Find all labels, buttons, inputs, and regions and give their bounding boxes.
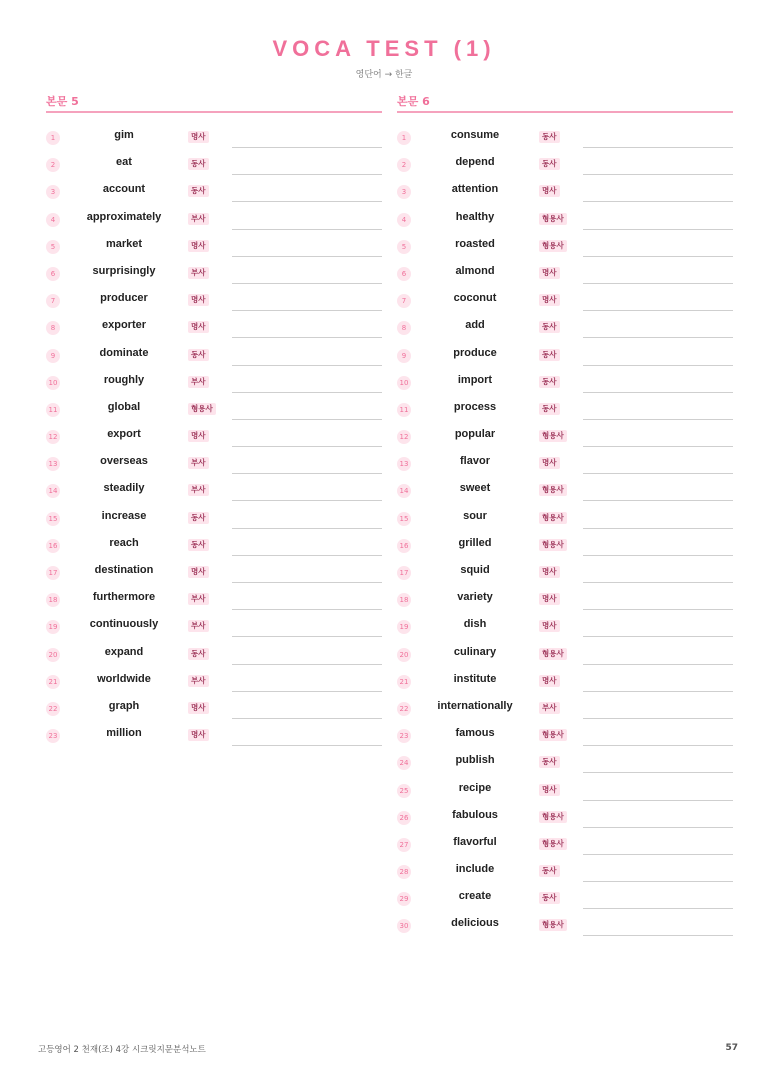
word-row: [46, 426, 382, 453]
part-of-speech-badge: 명사: [539, 566, 560, 578]
word-row: [397, 888, 733, 915]
answer-line: [232, 528, 382, 529]
answer-line: [583, 392, 733, 393]
word-row: [397, 535, 733, 562]
word-row: [397, 345, 733, 372]
word-row: [46, 698, 382, 725]
item-number: 1: [397, 131, 411, 145]
part-of-speech-badge: 명사: [188, 240, 209, 252]
english-word: reach: [109, 536, 139, 549]
english-word: account: [102, 183, 146, 196]
word-row: [397, 209, 733, 236]
word-row: [397, 861, 733, 888]
item-number: 17: [46, 566, 60, 580]
answer-line: [583, 582, 733, 583]
word-row: [397, 426, 733, 453]
english-word: attention: [451, 183, 499, 196]
answer-line: [232, 174, 382, 175]
item-number: 3: [397, 185, 411, 199]
english-word: add: [465, 319, 485, 332]
part-of-speech-badge: 동사: [539, 892, 560, 904]
part-of-speech-badge: 동사: [188, 185, 209, 197]
english-word: roughly: [103, 373, 145, 386]
answer-line: [583, 664, 733, 665]
item-number: 6: [397, 267, 411, 281]
item-number: 11: [397, 403, 411, 417]
item-number: 15: [46, 512, 60, 526]
answer-line: [232, 500, 382, 501]
word-row: [397, 508, 733, 535]
answer-line: [583, 174, 733, 175]
part-of-speech-badge: 명사: [188, 566, 209, 578]
answer-line: [583, 446, 733, 447]
section-title: 본문 6: [397, 90, 733, 113]
part-of-speech-badge: 명사: [539, 593, 560, 605]
word-row: [397, 399, 733, 426]
page-subtitle: 영단어 → 한글: [355, 70, 413, 80]
item-number: 1: [46, 131, 60, 145]
item-number: 7: [397, 294, 411, 308]
item-number: 11: [46, 403, 60, 417]
answer-line: [583, 229, 733, 230]
answer-line: [583, 609, 733, 610]
part-of-speech-badge: 동사: [539, 158, 560, 170]
answer-line: [232, 446, 382, 447]
english-word: gim: [114, 129, 134, 141]
answer-line: [583, 147, 733, 148]
english-word: million: [106, 727, 142, 740]
item-number: 16: [397, 539, 411, 553]
word-row: [46, 453, 382, 480]
page-number: 57: [725, 1043, 738, 1053]
part-of-speech-badge: 형용사: [539, 838, 567, 850]
item-number: 12: [46, 430, 60, 444]
answer-line: [232, 392, 382, 393]
word-row: [46, 644, 382, 671]
item-number: 10: [46, 376, 60, 390]
answer-line: [583, 528, 733, 529]
part-of-speech-badge: 형용사: [539, 484, 567, 496]
answer-line: [583, 419, 733, 420]
word-row: [46, 263, 382, 290]
part-of-speech-badge: 동사: [188, 648, 209, 660]
word-row: [46, 399, 382, 426]
item-number: 27: [397, 838, 411, 852]
item-number: 16: [46, 539, 60, 553]
word-row: [397, 616, 733, 643]
part-of-speech-badge: 형용사: [539, 213, 567, 225]
answer-line: [232, 365, 382, 366]
part-of-speech-badge: 부사: [188, 675, 209, 687]
item-number: 18: [397, 593, 411, 607]
answer-line: [232, 201, 382, 202]
english-word: market: [105, 237, 143, 250]
english-word: dominate: [99, 346, 149, 359]
answer-line: [232, 664, 382, 665]
word-row: [46, 154, 382, 181]
english-word: popular: [454, 428, 496, 441]
footer-book-title: 고등영어 2 천재(조) 4강 시크릿지문분석노트: [38, 1045, 206, 1055]
item-number: 10: [397, 376, 411, 390]
word-row: [46, 345, 382, 372]
part-of-speech-badge: 형용사: [188, 403, 216, 415]
item-number: 29: [397, 892, 411, 906]
english-word: consume: [450, 129, 500, 141]
answer-line: [232, 636, 382, 637]
item-number: 23: [46, 729, 60, 743]
answer-line: [583, 337, 733, 338]
word-row: [397, 807, 733, 834]
answer-line: [583, 854, 733, 855]
word-list: [397, 127, 733, 943]
item-number: 22: [46, 702, 60, 716]
answer-line: [232, 419, 382, 420]
item-number: 26: [397, 811, 411, 825]
english-word: almond: [455, 264, 495, 277]
word-row: [46, 290, 382, 317]
word-row: [397, 181, 733, 208]
answer-line: [583, 827, 733, 828]
part-of-speech-badge: 동사: [188, 512, 209, 524]
part-of-speech-badge: 형용사: [539, 648, 567, 660]
english-word: produce: [453, 346, 497, 359]
english-word: sweet: [459, 482, 491, 495]
english-word: graph: [108, 699, 140, 712]
english-word: approximately: [86, 210, 162, 223]
item-number: 7: [46, 294, 60, 308]
item-number: 19: [46, 620, 60, 634]
part-of-speech-badge: 형용사: [539, 539, 567, 551]
english-word: institute: [453, 672, 497, 685]
part-of-speech-badge: 형용사: [539, 919, 567, 931]
answer-line: [583, 256, 733, 257]
english-word: publish: [455, 754, 495, 767]
part-of-speech-badge: 부사: [188, 620, 209, 632]
english-word: export: [107, 428, 141, 441]
item-number: 2: [46, 158, 60, 172]
part-of-speech-badge: 명사: [188, 702, 209, 714]
item-number: 25: [397, 784, 411, 798]
word-row: [397, 263, 733, 290]
word-row: [46, 589, 382, 616]
word-list: [46, 127, 382, 752]
english-word: global: [107, 400, 141, 413]
word-row: [397, 290, 733, 317]
part-of-speech-badge: 명사: [188, 729, 209, 741]
answer-line: [232, 229, 382, 230]
part-of-speech-badge: 부사: [188, 213, 209, 225]
word-row: [397, 317, 733, 344]
answer-line: [583, 201, 733, 202]
part-of-speech-badge: 명사: [539, 784, 560, 796]
word-row: [46, 508, 382, 535]
english-word: depend: [455, 156, 495, 169]
word-row: [46, 725, 382, 752]
item-number: 21: [397, 675, 411, 689]
item-number: 12: [397, 430, 411, 444]
word-row: [397, 725, 733, 752]
answer-line: [583, 800, 733, 801]
part-of-speech-badge: 명사: [539, 185, 560, 197]
word-row: [397, 589, 733, 616]
part-of-speech-badge: 부사: [188, 376, 209, 388]
item-number: 28: [397, 865, 411, 879]
english-word: furthermore: [92, 591, 156, 604]
part-of-speech-badge: 동사: [539, 403, 560, 415]
english-word: create: [458, 890, 492, 903]
item-number: 5: [397, 240, 411, 254]
item-number: 23: [397, 729, 411, 743]
english-word: destination: [94, 564, 154, 576]
answer-line: [232, 147, 382, 148]
english-word: increase: [101, 509, 147, 522]
answer-line: [583, 555, 733, 556]
part-of-speech-badge: 명사: [539, 267, 560, 279]
part-of-speech-badge: 형용사: [539, 512, 567, 524]
item-number: 19: [397, 620, 411, 634]
answer-line: [583, 881, 733, 882]
item-number: 15: [397, 512, 411, 526]
answer-line: [583, 310, 733, 311]
part-of-speech-badge: 부사: [188, 484, 209, 496]
item-number: 9: [46, 349, 60, 363]
part-of-speech-badge: 동사: [539, 321, 560, 333]
english-word: import: [457, 373, 493, 386]
word-row: [397, 915, 733, 942]
word-row: [46, 209, 382, 236]
part-of-speech-badge: 부사: [188, 267, 209, 279]
english-word: squid: [460, 564, 490, 576]
answer-line: [232, 555, 382, 556]
english-word: eat: [116, 156, 132, 169]
part-of-speech-badge: 동사: [188, 539, 209, 551]
answer-line: [583, 718, 733, 719]
answer-line: [583, 691, 733, 692]
item-number: 20: [397, 648, 411, 662]
word-row: [46, 317, 382, 344]
word-row: [46, 372, 382, 399]
english-word: dish: [463, 618, 487, 631]
item-number: 17: [397, 566, 411, 580]
english-word: steadily: [103, 482, 145, 495]
english-word: fabulous: [452, 808, 498, 821]
part-of-speech-badge: 동사: [188, 158, 209, 170]
english-word: surprisingly: [92, 264, 156, 277]
item-number: 18: [46, 593, 60, 607]
part-of-speech-badge: 명사: [188, 294, 209, 306]
word-row: [397, 372, 733, 399]
part-of-speech-badge: 형용사: [539, 729, 567, 741]
word-row: [397, 453, 733, 480]
answer-line: [232, 745, 382, 746]
part-of-speech-badge: 형용사: [539, 430, 567, 442]
part-of-speech-badge: 명사: [188, 131, 209, 143]
item-number: 14: [397, 484, 411, 498]
english-word: process: [453, 400, 497, 413]
answer-line: [232, 256, 382, 257]
word-row: [46, 671, 382, 698]
part-of-speech-badge: 명사: [188, 430, 209, 442]
english-word: worldwide: [97, 672, 151, 685]
english-word: variety: [457, 591, 493, 604]
section-6: [397, 90, 733, 943]
part-of-speech-badge: 동사: [539, 131, 560, 143]
part-of-speech-badge: 명사: [539, 294, 560, 306]
part-of-speech-badge: 명사: [539, 457, 560, 469]
word-row: [46, 616, 382, 643]
part-of-speech-badge: 부사: [188, 593, 209, 605]
answer-line: [232, 310, 382, 311]
word-row: [397, 698, 733, 725]
item-number: 13: [46, 457, 60, 471]
page-title: VOCA TEST (1): [272, 36, 496, 61]
word-row: [397, 236, 733, 263]
word-row: [397, 834, 733, 861]
english-word: healthy: [455, 210, 495, 223]
word-row: [46, 480, 382, 507]
word-row: [46, 562, 382, 589]
english-word: include: [455, 863, 495, 876]
word-row: [397, 480, 733, 507]
item-number: 3: [46, 185, 60, 199]
word-row: [46, 127, 382, 154]
word-row: [397, 752, 733, 779]
answer-line: [583, 745, 733, 746]
word-row: [397, 562, 733, 589]
part-of-speech-badge: 명사: [539, 620, 560, 632]
answer-line: [583, 500, 733, 501]
english-word: producer: [100, 292, 148, 305]
english-word: culinary: [453, 645, 497, 658]
word-row: [397, 780, 733, 807]
answer-line: [232, 718, 382, 719]
part-of-speech-badge: 동사: [539, 865, 560, 877]
answer-line: [583, 473, 733, 474]
english-word: internationally: [437, 699, 513, 712]
english-word: flavorful: [453, 835, 497, 848]
part-of-speech-badge: 동사: [539, 349, 560, 361]
answer-line: [583, 935, 733, 936]
item-number: 14: [46, 484, 60, 498]
english-word: sour: [463, 509, 487, 522]
item-number: 8: [46, 321, 60, 335]
part-of-speech-badge: 형용사: [539, 811, 567, 823]
word-row: [397, 644, 733, 671]
item-number: 8: [397, 321, 411, 335]
part-of-speech-badge: 명사: [188, 321, 209, 333]
english-word: overseas: [100, 455, 148, 468]
item-number: 4: [397, 213, 411, 227]
english-word: grilled: [458, 536, 492, 549]
answer-line: [583, 772, 733, 773]
answer-line: [583, 636, 733, 637]
answer-line: [583, 365, 733, 366]
section-5: [46, 90, 382, 752]
item-number: 5: [46, 240, 60, 254]
answer-line: [232, 473, 382, 474]
part-of-speech-badge: 동사: [539, 376, 560, 388]
english-word: expand: [104, 645, 144, 658]
item-number: 30: [397, 919, 411, 933]
item-number: 4: [46, 213, 60, 227]
answer-line: [232, 582, 382, 583]
item-number: 6: [46, 267, 60, 281]
word-row: [397, 671, 733, 698]
item-number: 21: [46, 675, 60, 689]
answer-line: [232, 691, 382, 692]
word-row: [46, 535, 382, 562]
item-number: 2: [397, 158, 411, 172]
item-number: 22: [397, 702, 411, 716]
part-of-speech-badge: 부사: [539, 702, 560, 714]
item-number: 20: [46, 648, 60, 662]
english-word: continuously: [89, 618, 159, 631]
part-of-speech-badge: 동사: [539, 756, 560, 768]
english-word: roasted: [455, 237, 495, 250]
english-word: delicious: [451, 917, 499, 930]
word-row: [397, 154, 733, 181]
word-row: [397, 127, 733, 154]
english-word: flavor: [460, 455, 490, 468]
english-word: exporter: [101, 319, 147, 332]
part-of-speech-badge: 명사: [539, 675, 560, 687]
section-title: 본문 5: [46, 90, 382, 113]
part-of-speech-badge: 부사: [188, 457, 209, 469]
word-row: [46, 236, 382, 263]
english-word: famous: [455, 727, 495, 740]
part-of-speech-badge: 동사: [188, 349, 209, 361]
item-number: 24: [397, 756, 411, 770]
item-number: 13: [397, 457, 411, 471]
word-row: [46, 181, 382, 208]
answer-line: [583, 908, 733, 909]
english-word: recipe: [458, 781, 492, 794]
answer-line: [583, 283, 733, 284]
english-word: coconut: [453, 292, 497, 305]
item-number: 9: [397, 349, 411, 363]
part-of-speech-badge: 형용사: [539, 240, 567, 252]
answer-line: [232, 337, 382, 338]
answer-line: [232, 283, 382, 284]
answer-line: [232, 609, 382, 610]
